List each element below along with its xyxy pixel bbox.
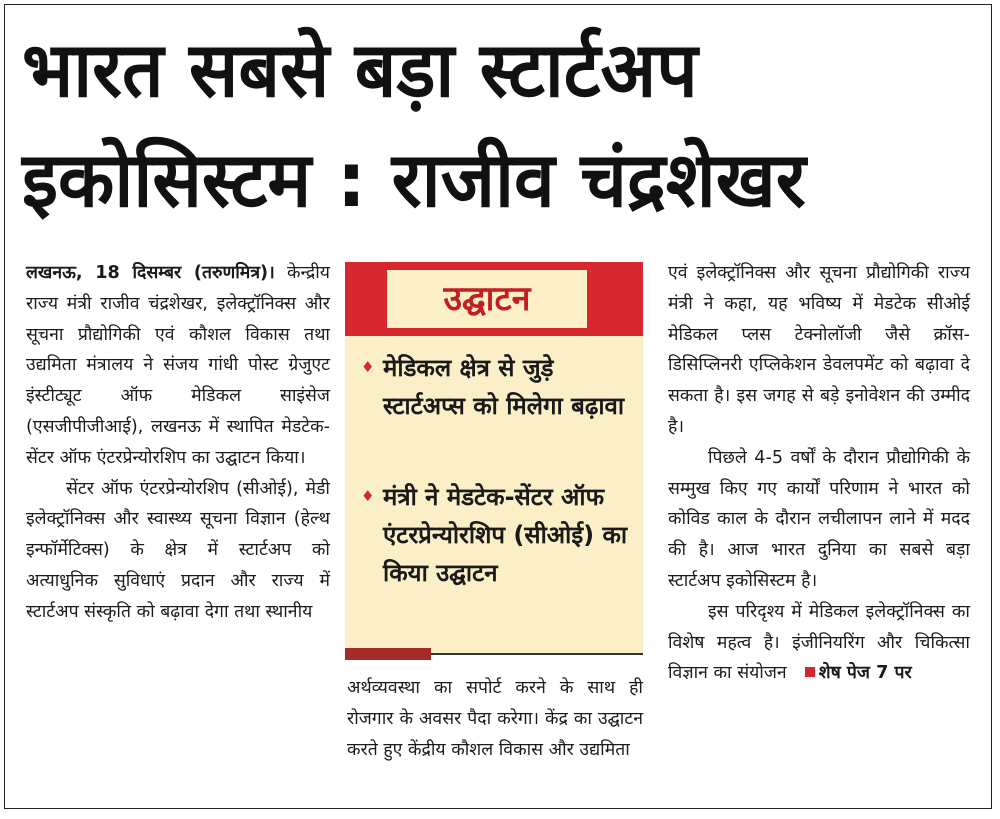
right-paragraph-3 — [668, 597, 970, 689]
headline-line-2: इकोसिस्टम : राजीव चंद्रशेखर — [22, 135, 806, 224]
left-paragraph-1-text: केन्द्रीय राज्य मंत्री राजीव चंद्रशेखर, इलेक्ट्रॉनिक्स और सूचना प्रौद्योगिकी एवं कौशल विकास तथा उद्यमिता मंत्रालय ने संजय गांधी पोस्ट ग्रेजुएट इंस्टीट्यूट ऑफ मेडिकल साइंसेज (एसजीपीजीआई), लखनऊ में स्थापित मेडटेक- सेंटर ऑफ एंटरप्रेन्योरशिप का उद्घाटन किया। — [26, 263, 330, 468]
right-column — [668, 258, 970, 689]
left-paragraph-2: सेंटर ऑफ एंटरप्रेन्योरशिप (सीओई), मेडी इलेक्ट्रॉनिक्स और स्वास्थ्य सूचना विज्ञान (हेल्थ इन्फॉर्मेटिक्स) के क्षेत्र में स्टार्टअप को अत्याधुनिक सुविधाएं प्रदान और राज्य में स्टार्टअप संस्कृति को बढ़ावा देगा तथा स्थानीय — [26, 478, 330, 622]
headline-line-1: भारत सबसे बड़ा स्टार्टअप — [22, 25, 698, 114]
right-paragraph-2: पिछले 4-5 वर्षों के दौरान प्रौद्योगिकी के सम्मुख किए गए कार्यों परिणाम ने भारत को कोविड काल के दौरान लचीलापन लाने में मदद की है। आज भारत दुनिया का सबसे बड़ा स्टार्टअप इकोसिस्टम है। — [668, 447, 970, 591]
left-column — [26, 258, 330, 628]
middle-column — [347, 673, 643, 765]
highlight-item: ♦ मंत्री ने मेडटेक-सेंटर ऑफ एंटरप्रेन्योरशिप (सीओई) का किया उद्घाटन — [361, 478, 637, 592]
left-paragraph-1 — [26, 258, 330, 474]
highlight-box — [345, 262, 643, 655]
continued-on-link[interactable]: शेष पेज 7 पर — [818, 663, 912, 684]
section-divider-line — [431, 653, 643, 655]
highlight-item: ♦ मेडिकल क्षेत्र से जुड़े स्टार्टअप्स को मिलेगा बढ़ावा — [361, 349, 637, 425]
highlight-title: उद्घाटन — [387, 270, 587, 328]
continue-square-icon — [805, 667, 815, 677]
middle-paragraph-1: अर्थव्यवस्था का सपोर्ट करने के साथ ही रोजगार के अवसर पैदा करेगा। केंद्र का उद्घाटन करते हुए केंद्रीय कौशल विकास और उद्यमिता — [347, 678, 643, 760]
highlight-header — [345, 262, 643, 336]
section-divider-bar — [345, 648, 431, 660]
highlight-item-text: मेडिकल क्षेत्र से जुड़े स्टार्टअप्स को मिलेगा बढ़ावा — [383, 354, 625, 420]
right-paragraph-3-text: इस परिदृश्य में मेडिकल इलेक्ट्रॉनिक्स का विशेष महत्व है। इंजीनियरिंग और चिकित्सा विज्ञान का संयोजन — [668, 601, 970, 684]
right-paragraph-1: एवं इलेक्ट्रॉनिक्स और सूचना प्रौद्योगिकी राज्य मंत्री ने कहा, यह भविष्य में मेडटेक सीओई मेडिकल प्लस टेक्नोलॉजी जैसे क्रॉस-डिसिप्लिनरी एप्लिकेशन डेवलपमेंट को बढ़ावा दे सकता है। इस जगह से बड़े इनोवेशन की उम्मीद है। — [668, 263, 970, 437]
highlight-item-text: मंत्री ने मेडटेक-सेंटर ऑफ एंटरप्रेन्योरशिप (सीओई) का किया उद्घाटन — [383, 483, 628, 587]
dateline: लखनऊ, 18 दिसम्बर (तरुणमित्र)। — [26, 263, 275, 283]
